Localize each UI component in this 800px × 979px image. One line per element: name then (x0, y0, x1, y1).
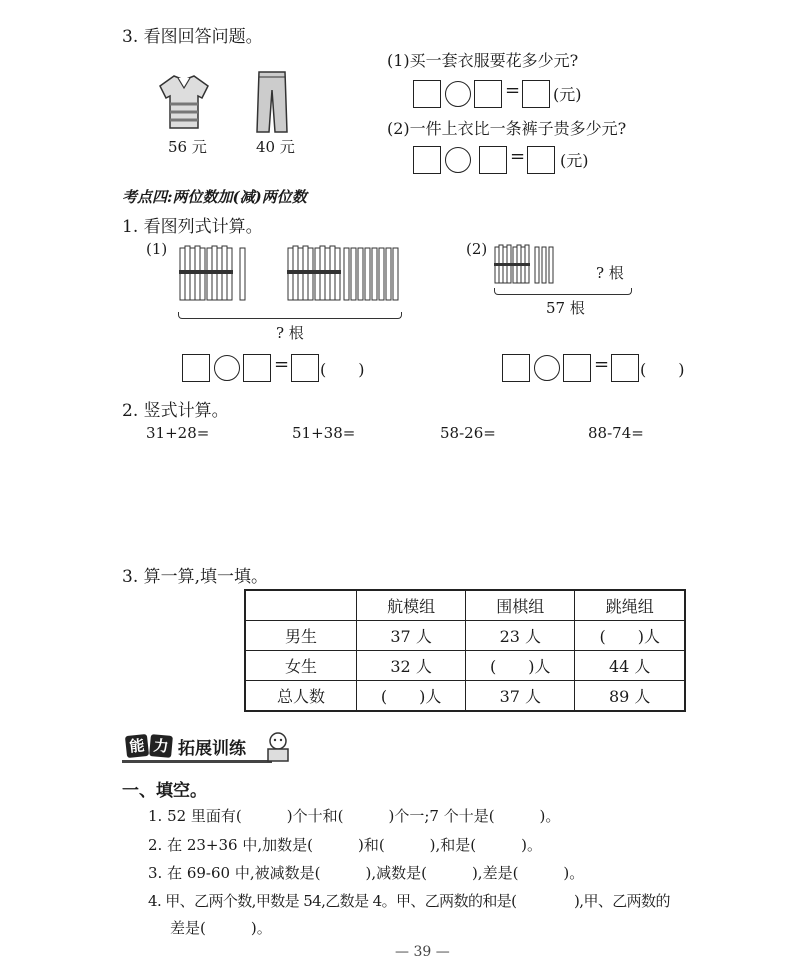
ability-banner (122, 733, 292, 763)
q3-title: 3. 看图回答问题。 (122, 27, 263, 47)
q3-table-title: 3. 算一算,填一填。 (122, 567, 269, 587)
unit-label: (元) (553, 85, 582, 104)
answer-box[interactable] (243, 354, 271, 382)
answer-box[interactable] (502, 354, 530, 382)
table-cell: 23 人 (466, 621, 575, 651)
table-cell[interactable]: ( )人 (357, 681, 466, 712)
operator-circle[interactable] (534, 355, 560, 381)
banner-underline (122, 760, 272, 763)
equals-sign: = (594, 354, 610, 375)
fill-item: 3. 在 69-60 中,被减数是( ),减数是( ),差是( )。 (148, 864, 585, 882)
calc-item: 58-26= (440, 424, 496, 442)
calc-item: 51+38= (292, 424, 356, 442)
badge-char: 能 (125, 734, 149, 758)
unit-label: (元) (560, 151, 589, 170)
equals-sign: = (274, 354, 290, 375)
table-cell: 男生 (245, 621, 357, 651)
table-cell: 89 人 (575, 681, 685, 712)
table-cell: 32 人 (357, 651, 466, 681)
brace (178, 312, 402, 319)
operator-circle[interactable] (445, 147, 471, 173)
table-header: 跳绳组 (575, 590, 685, 621)
part2-label: (2) (466, 240, 488, 258)
fill-item: 2. 在 23+36 中,加数是( )和( ),和是( )。 (148, 836, 543, 854)
answer-box[interactable] (182, 354, 210, 382)
page-number: — 39 — (395, 944, 450, 960)
q2-title: 2. 竖式计算。 (122, 401, 229, 421)
table-row (245, 590, 685, 621)
group-table (244, 589, 686, 712)
table-row (245, 651, 685, 681)
fill-item: 4. 甲、乙两个数,甲数是 54,乙数是 4。甲、乙两数的和是( ),甲、乙两数的 (148, 892, 670, 910)
table-cell: 女生 (245, 651, 357, 681)
fill-item: 1. 52 里面有( )个十和( )个一;7 个十是( )。 (148, 807, 561, 825)
answer-box[interactable] (522, 80, 550, 108)
table-cell: 总人数 (245, 681, 357, 712)
calc-item: 88-74= (588, 424, 644, 442)
calc-item: 31+28= (146, 424, 210, 442)
pants-price: 40 元 (256, 138, 295, 156)
sticks-picture-2 (494, 244, 564, 286)
fill-heading: 一、填空。 (122, 781, 207, 801)
answer-box[interactable] (413, 80, 441, 108)
table-row (245, 621, 685, 651)
answer-box[interactable] (479, 146, 507, 174)
table-header: 围棋组 (466, 590, 575, 621)
operator-circle[interactable] (214, 355, 240, 381)
shirt-price: 56 元 (168, 138, 207, 156)
table-row (245, 681, 685, 712)
pants-picture (255, 70, 289, 134)
q1-title: 1. 看图列式计算。 (122, 217, 263, 237)
answer-box[interactable] (563, 354, 591, 382)
badge-char: 力 (149, 734, 173, 758)
equals-sign: = (505, 80, 521, 101)
shirt-picture (158, 72, 210, 132)
answer-box[interactable] (413, 146, 441, 174)
part1-label: (1) (146, 240, 168, 258)
table-cell[interactable]: ( )人 (466, 651, 575, 681)
part1-question: ? 根 (276, 324, 304, 342)
ability-title: 拓展训练 (178, 739, 246, 759)
answer-box[interactable] (611, 354, 639, 382)
section-heading: 考点四:两位数加(减)两位数 (122, 188, 307, 206)
sticks-picture-1 (178, 244, 408, 308)
q3-sub2: (2)一件上衣比一条裤子贵多少元? (387, 119, 627, 138)
answer-box[interactable] (474, 80, 502, 108)
answer-box[interactable] (527, 146, 555, 174)
table-cell: 37 人 (466, 681, 575, 712)
table-cell (245, 590, 357, 621)
table-header: 航模组 (357, 590, 466, 621)
kid-icon (264, 731, 292, 763)
unit-paren: ( ) (640, 360, 685, 379)
table-cell: 44 人 (575, 651, 685, 681)
answer-box[interactable] (291, 354, 319, 382)
part2-question: ? 根 (596, 264, 624, 282)
part2-total: 57 根 (546, 299, 585, 317)
operator-circle[interactable] (445, 81, 471, 107)
equals-sign: = (510, 146, 526, 167)
brace (494, 288, 632, 295)
q3-sub1: (1)买一套衣服要花多少元? (387, 51, 579, 70)
unit-paren: ( ) (320, 360, 365, 379)
table-cell[interactable]: ( )人 (575, 621, 685, 651)
table-cell: 37 人 (357, 621, 466, 651)
fill-item-cont: 差是( )。 (170, 919, 272, 937)
